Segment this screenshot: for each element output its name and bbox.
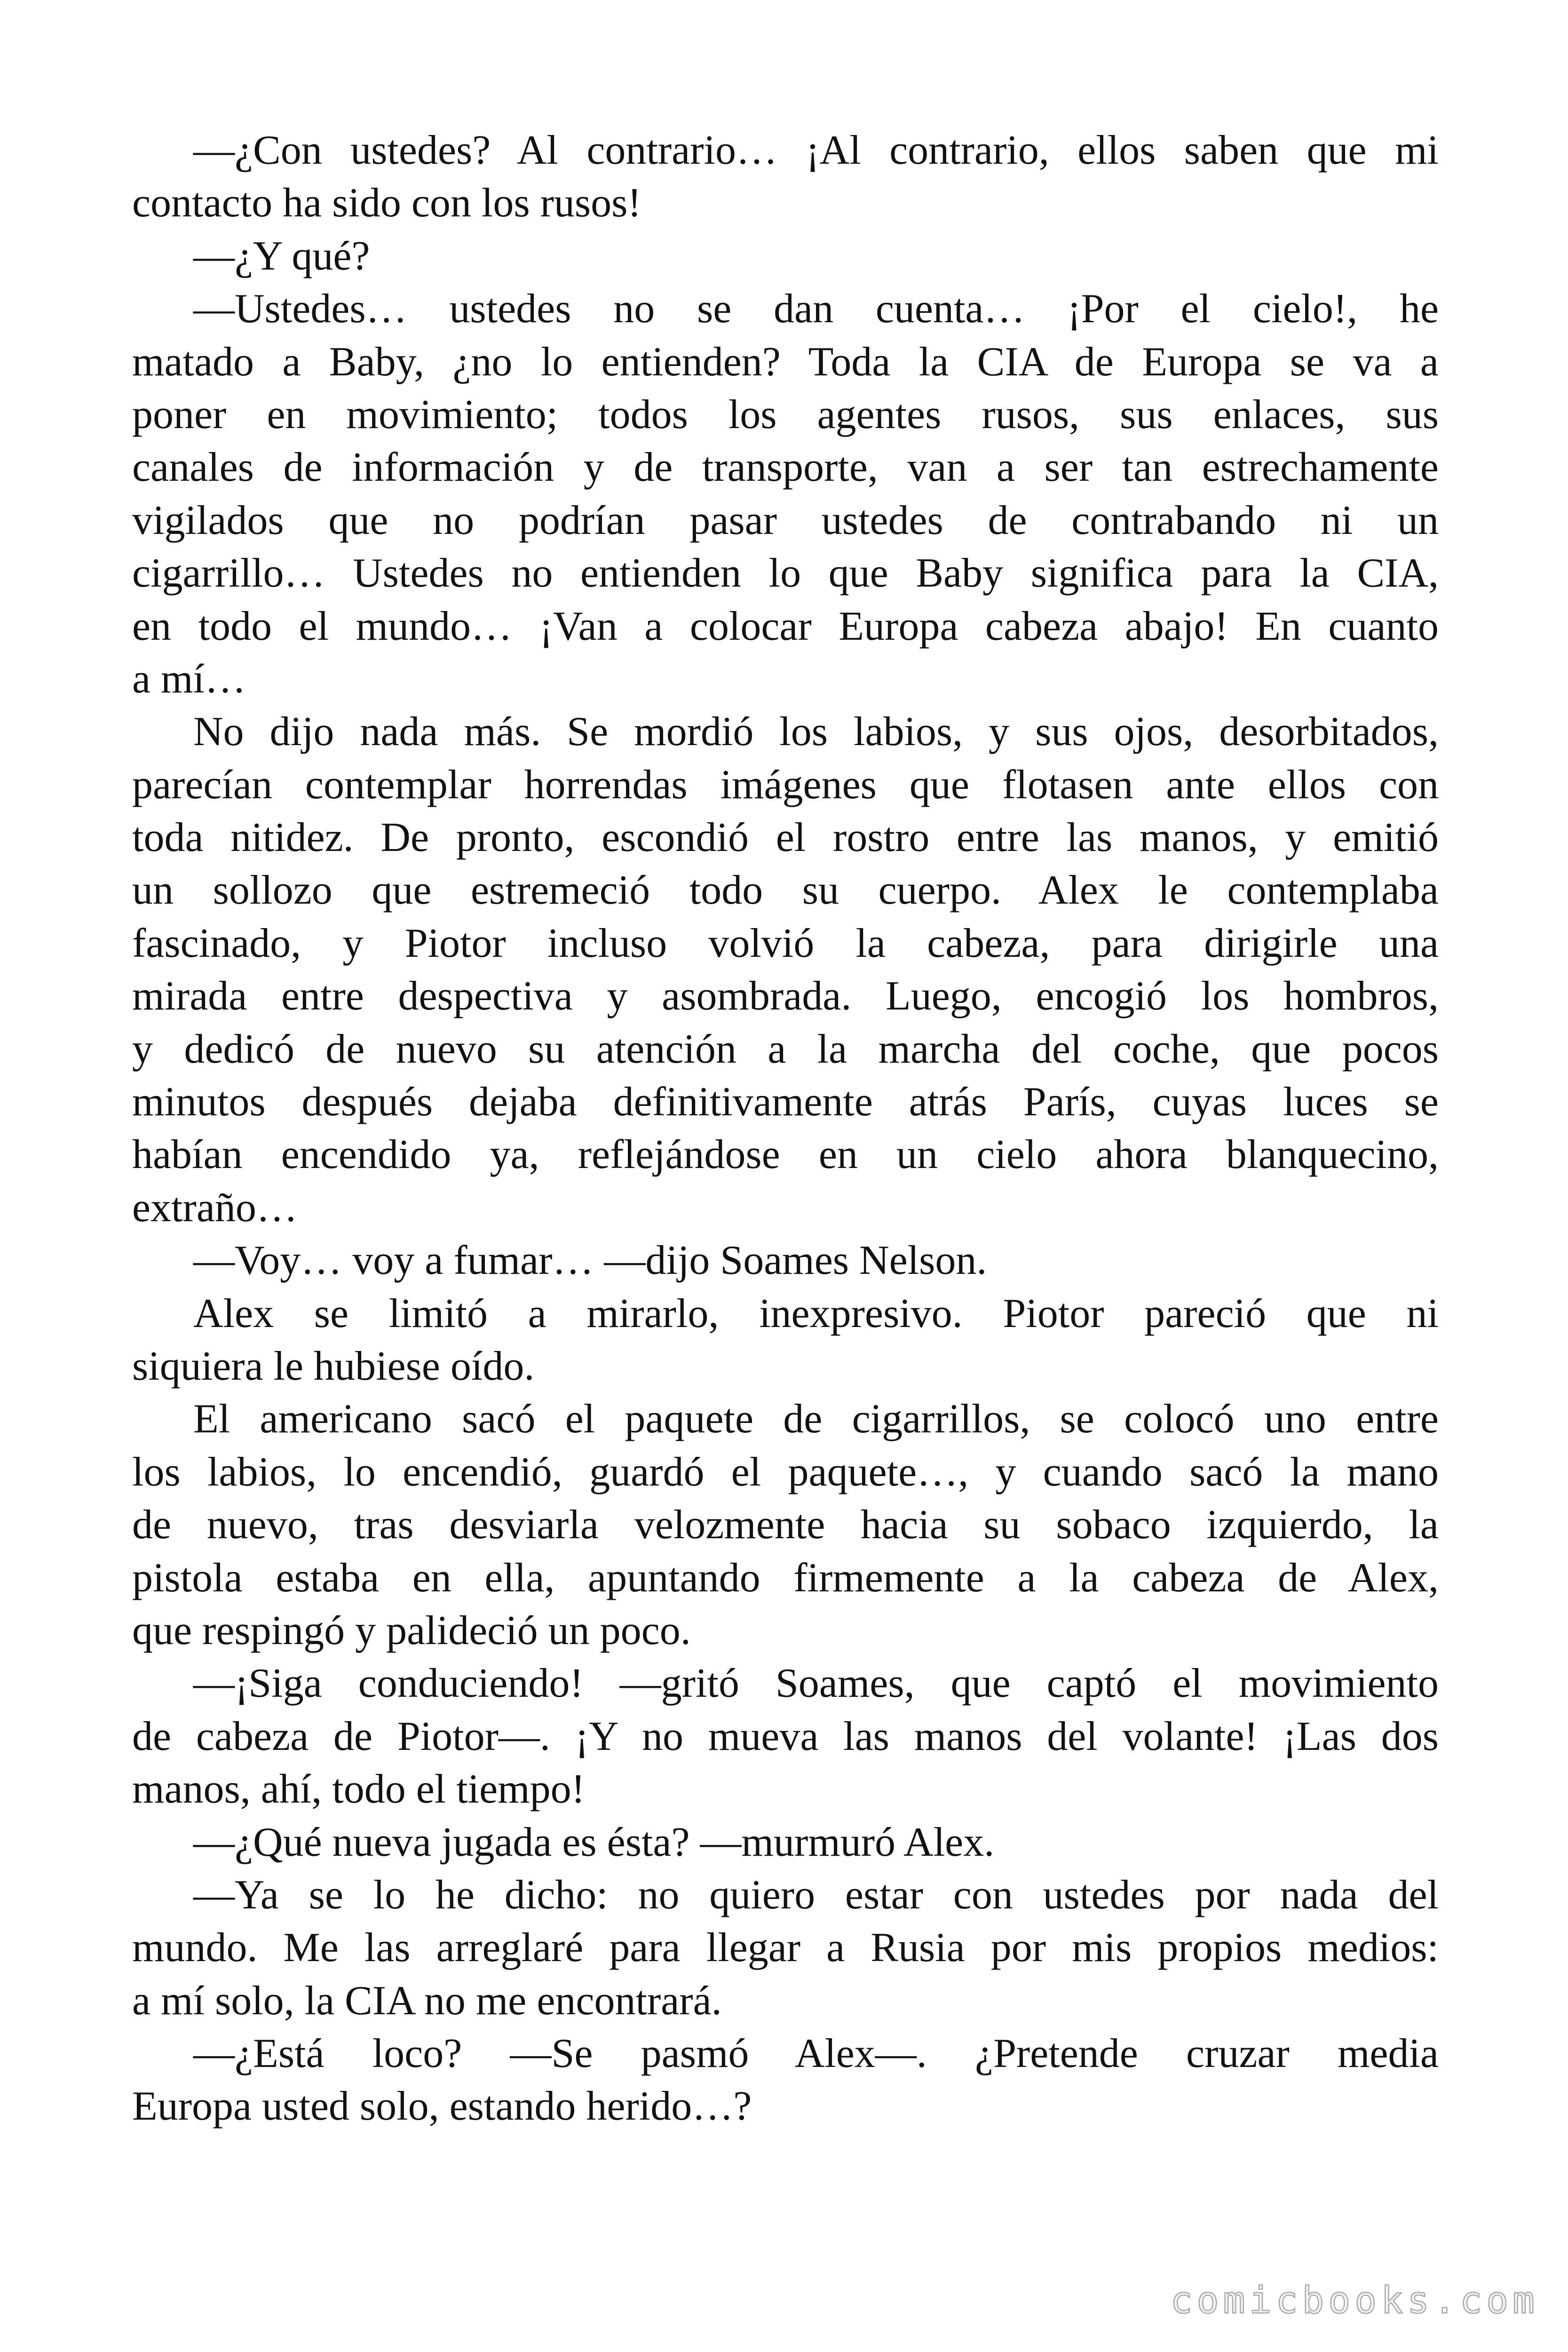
text-line: y dedicó de nuevo su atención a la marcha del coche, que pocos	[132, 1026, 1439, 1072]
text-line: a mí…	[132, 656, 246, 702]
paragraph	[132, 2027, 1439, 2133]
paragraph	[132, 1393, 1439, 1657]
text-line: que respingó y palideció un poco.	[132, 1607, 691, 1653]
text-line: extraño…	[132, 1184, 298, 1231]
paragraph	[132, 1657, 1439, 1816]
text-line: cigarrillo… Ustedes no entienden lo que Baby significa para la CIA,	[132, 550, 1439, 596]
text-line: siquiera le hubiese oído.	[132, 1343, 535, 1389]
paragraph	[132, 706, 1439, 1234]
text-line: a mí solo, la CIA no me encontrará.	[132, 1978, 722, 2024]
text-line: —¿Y qué?	[193, 233, 370, 279]
text-line: Alex se limitó a mirarlo, inexpresivo. Piotor pareció que ni	[193, 1290, 1439, 1336]
text-line: pistola estaba en ella, apuntando firmemente a la cabeza de Alex,	[132, 1555, 1439, 1601]
text-line: mirada entre despectiva y asombrada. Luego, encogió los hombros,	[132, 973, 1439, 1019]
text-line: No dijo nada más. Se mordió los labios, y sus ojos, desorbitados,	[193, 709, 1439, 755]
text-line: parecían contemplar horrendas imágenes que flotasen ante ellos con	[132, 762, 1439, 808]
text-line: toda nitidez. De pronto, escondió el rostro entre las manos, y emitió	[132, 815, 1439, 861]
text-line: mundo. Me las arreglaré para llegar a Rusia por mis propios medios:	[132, 1925, 1439, 1971]
text-line: —¡Siga conduciendo! —gritó Soames, que captó el movimiento	[193, 1661, 1439, 1707]
text-line: en todo el mundo… ¡Van a colocar Europa cabeza abajo! En cuanto	[132, 603, 1439, 649]
paragraph	[132, 1287, 1439, 1393]
text-line: de cabeza de Piotor—. ¡Y no mueva las manos del volante! ¡Las dos	[132, 1713, 1439, 1759]
text-line: El americano sacó el paquete de cigarrillos, se colocó uno entre	[193, 1396, 1439, 1442]
paragraph	[132, 1234, 1439, 1287]
text-line: —¿Qué nueva jugada es ésta? —murmuró Alex.	[193, 1819, 995, 1865]
text-line: minutos después dejaba definitivamente atrás París, cuyas luces se	[132, 1079, 1439, 1125]
paragraph	[132, 230, 1439, 283]
paragraph	[132, 124, 1439, 230]
text-line: un sollozo que estremeció todo su cuerpo. Alex le contemplaba	[132, 867, 1439, 914]
text-line: vigilados que no podrían pasar ustedes de contrabando ni un	[132, 497, 1439, 543]
text-line: de nuevo, tras desviarla velozmente hacia su sobaco izquierdo, la	[132, 1502, 1439, 1548]
text-line: —Voy… voy a fumar… —dijo Soames Nelson.	[193, 1238, 987, 1284]
text-line: fascinado, y Piotor incluso volvió la cabeza, para dirigirle una	[132, 920, 1439, 966]
text-line: poner en movimiento; todos los agentes rusos, sus enlaces, sus	[132, 391, 1439, 437]
text-line: matado a Baby, ¿no lo entienden? Toda la CIA de Europa se va a	[132, 339, 1439, 385]
text-line: canales de información y de transporte, van a ser tan estrechamente	[132, 445, 1439, 491]
paragraph	[132, 1816, 1439, 1869]
text-line: Europa usted solo, estando herido…?	[132, 2083, 752, 2130]
text-line: —Ustedes… ustedes no se dan cuenta… ¡Por el cielo!, he	[193, 286, 1439, 332]
text-line: —¿Con ustedes? Al contrario… ¡Al contrario, ellos saben que mi	[193, 127, 1439, 173]
text-line: —¿Está loco? —Se pasmó Alex—. ¿Pretende cruzar media	[193, 2031, 1439, 2077]
text-line: —Ya se lo he dicho: no quiero estar con ustedes por nada del	[193, 1872, 1439, 1918]
text-line: manos, ahí, todo el tiempo!	[132, 1766, 585, 1812]
paragraph	[132, 1869, 1439, 2027]
text-line: contacto ha sido con los rusos!	[132, 180, 641, 226]
text-line: habían encendido ya, reflejándose en un cielo ahora blanquecino,	[132, 1132, 1439, 1178]
body-text	[132, 124, 1439, 2133]
paragraph	[132, 283, 1439, 706]
text-line: los labios, lo encendió, guardó el paquete…, y cuando sacó la mano	[132, 1449, 1439, 1495]
watermark: comicbooks.com	[1170, 2280, 1539, 2322]
